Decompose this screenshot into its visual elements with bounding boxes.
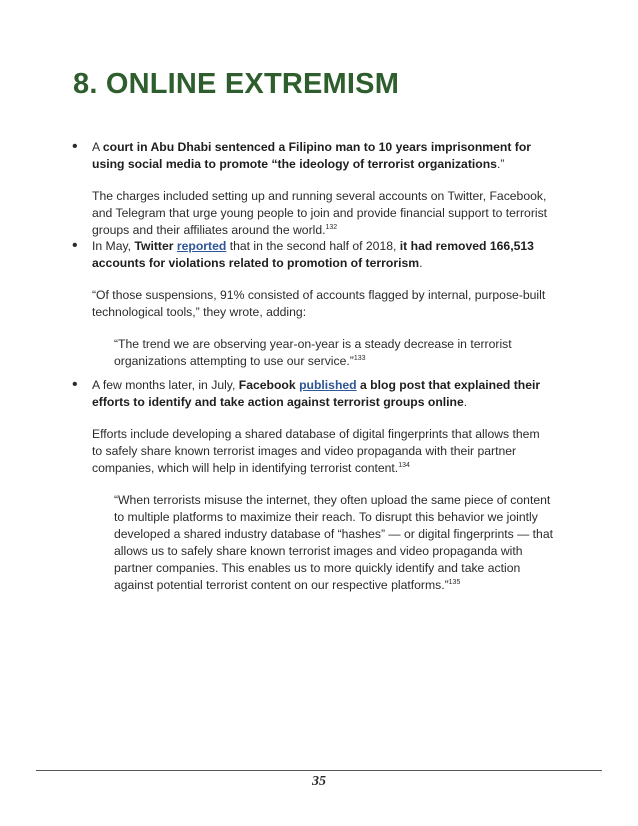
footer-divider (36, 770, 602, 771)
bullet-item-2 (72, 237, 552, 370)
paragraph-text: The charges included setting up and running several accounts on Twitter, Facebook, and Telegram that urge young people to join and provide financial support to terrorist groups and their affiliates around the world. (92, 189, 548, 237)
bold-text: a blog post that explained their efforts to identify and take action against terrorist groups online (92, 378, 541, 409)
text-run: In May, (92, 239, 135, 253)
bullet-item-1 (72, 138, 552, 254)
reported-link[interactable]: reported (176, 239, 227, 253)
text-run: that in the second half of 2018, (226, 239, 400, 253)
bullet-icon: • (72, 237, 78, 254)
bullet-icon: • (72, 138, 78, 155)
text-run: A few months later, in July, (92, 378, 239, 392)
bullet-3-paragraph (92, 426, 552, 477)
bold-text: it had removed 166,513 accounts for violations related to promotion of terrorism (92, 239, 534, 270)
bullet-3-lead (92, 377, 552, 411)
published-link[interactable]: published (299, 378, 357, 392)
quote-text: “When terrorists misuse the internet, they often upload the same piece of content to multiple platforms to maximize their reach. To disrupt this behavior we jointly developed a shared industry database of “hashes” — or digital fingerprints — that allows us to safely share known terrorist images and video propaganda with partner companies. This enables us to more quickly identify and take action against potential terrorist content on our respective platforms.” (114, 493, 553, 592)
footnote-ref[interactable]: 135 (448, 578, 461, 586)
bullet-item-3 (72, 376, 553, 594)
block-quote (114, 492, 554, 594)
bold-text: Facebook (238, 378, 296, 392)
bullet-1-paragraph (92, 188, 552, 239)
bold-text: Twitter (134, 239, 174, 253)
section-heading: 8. ONLINE EXTREMISM (73, 68, 400, 100)
bullet-icon: • (72, 376, 78, 393)
footnote-ref[interactable]: 132 (325, 223, 338, 231)
bullet-2-paragraph: “Of those suspensions, 91% consisted of accounts flagged by internal, purpose-built technological tools,” they wrote, adding: (92, 288, 546, 319)
page-number: 35 (312, 774, 326, 789)
bold-text: court in Abu Dhabi sentenced a Filipino man to 10 years imprisonment for using social media to promote “the ideology of terrorist organizations (92, 140, 532, 171)
text-run: .” (496, 157, 505, 171)
footnote-ref[interactable]: 133 (353, 354, 366, 362)
bullet-1-lead (92, 139, 552, 173)
footnote-ref[interactable]: 134 (398, 461, 410, 469)
text-run: A (92, 140, 103, 154)
bullet-2-lead (92, 238, 552, 272)
block-quote (114, 336, 554, 370)
text-run: . (463, 395, 468, 409)
paragraph-text: Efforts include developing a shared database of digital fingerprints that allows them to safely share known terrorist images and video propaganda with their partner companies, which will help in identifying terrorist content. (92, 427, 540, 475)
quote-text: “The trend we are observing year-on-year is a steady decrease in terrorist organizations attempting to use our service.” (114, 337, 512, 368)
text-run: . (419, 256, 423, 270)
